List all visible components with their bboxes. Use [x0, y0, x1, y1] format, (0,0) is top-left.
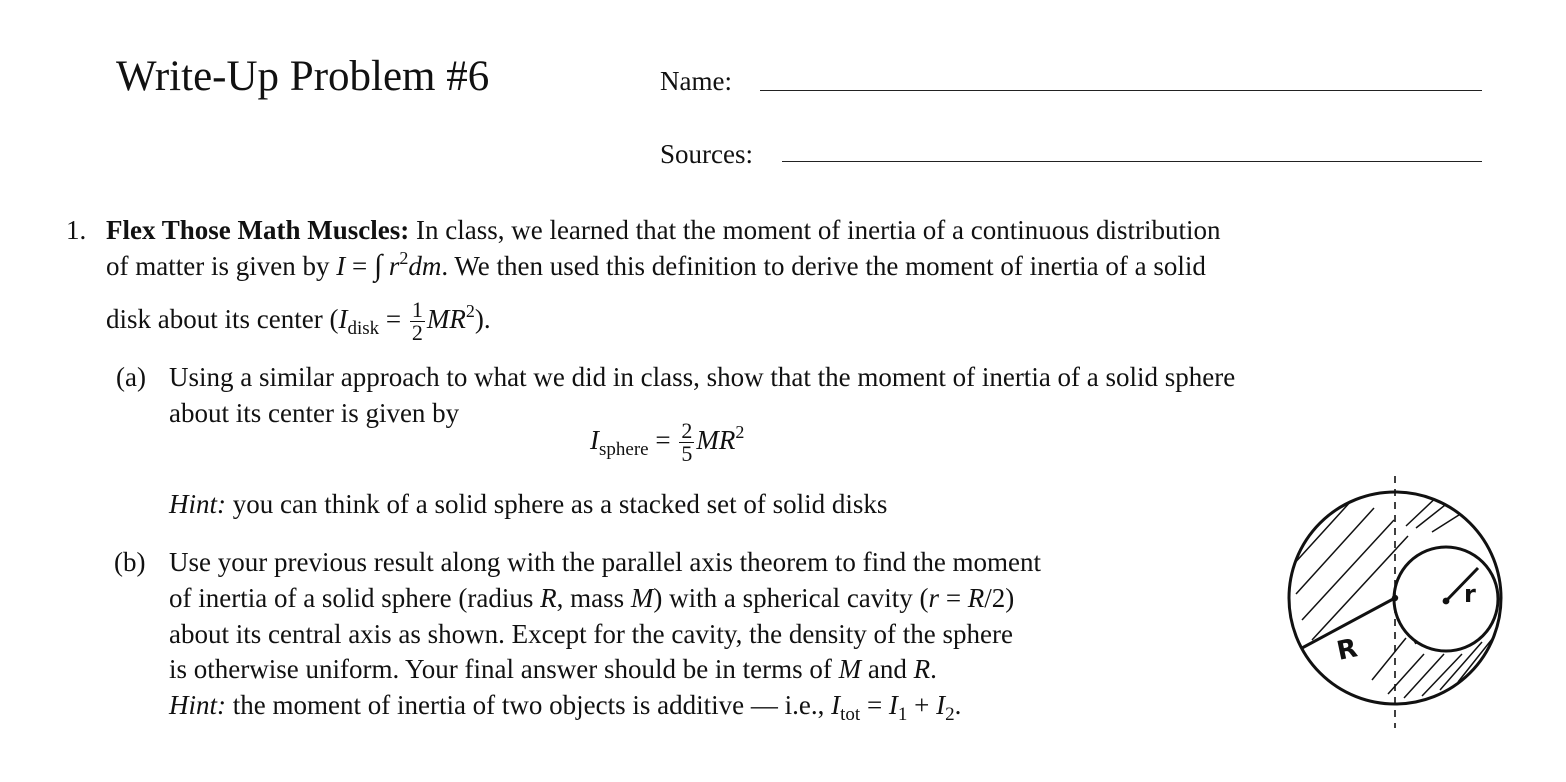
part-a-hint: Hint: you can think of a solid sphere as a stacked set of solid disks — [169, 489, 888, 519]
part-b-label: (b) — [114, 547, 146, 577]
radius-r-label: r — [1464, 580, 1476, 608]
sphere-center-dot — [1392, 595, 1398, 601]
fraction-two-fifths: $\frac{2}{5}$ — [681, 418, 693, 467]
intro-line-2: of matter is given by I = ∫ $r^2dm$. We then used this definition to derive the moment of inertia of a solid — [106, 248, 1206, 282]
sphere-cavity-figure — [1282, 470, 1522, 735]
part-a-label: (a) — [116, 362, 146, 392]
sources-label: Sources: — [660, 139, 753, 169]
part-a-line-1: Using a similar approach to what we did in class, show that the moment of inertia of a solid sphere — [169, 362, 1236, 392]
part-b-line-1: Use your previous result along with the parallel axis theorem to find the moment — [169, 547, 1042, 577]
fraction-one-half: $\frac{1}{2}$ — [411, 297, 423, 346]
name-field-line[interactable] — [760, 90, 1482, 91]
intro-line-1: Flex Those Math Muscles: In class, we learned that the moment of inertia of a continuous distribution — [106, 215, 1221, 245]
problem-heading: Flex Those Math Muscles: — [106, 215, 410, 245]
problem-number: 1. — [66, 215, 87, 245]
part-b-line-2: of inertia of a solid sphere (radius R, mass M) with a spherical cavity (r = R/2) — [169, 583, 1015, 613]
sources-field-line[interactable] — [782, 161, 1482, 162]
part-a-line-2: about its center is given by — [169, 398, 460, 428]
sphere-inertia-equation: $I_{sphere}$ = $\frac{2}{5}$ $MR^2$ — [590, 418, 745, 467]
part-b-hint: Hint: the moment of inertia of two objects is additive — i.e., $I_{tot} = I_1 + I_2$. — [169, 690, 962, 725]
cavity-center-dot — [1443, 598, 1450, 605]
intro-line-3: disk about its center ($I_{disk}$ = $\frac{1}{2}$ $MR^2$). — [106, 297, 491, 346]
name-label: Name: — [660, 66, 732, 96]
part-b-line-4: is otherwise uniform. Your final answer should be in terms of M and R. — [169, 654, 937, 684]
part-b-line-3: about its central axis as shown. Except for the cavity, the density of the sphere — [169, 619, 1014, 649]
radius-R-label: R — [1334, 633, 1361, 667]
page-title: Write-Up Problem #6 — [116, 53, 490, 100]
